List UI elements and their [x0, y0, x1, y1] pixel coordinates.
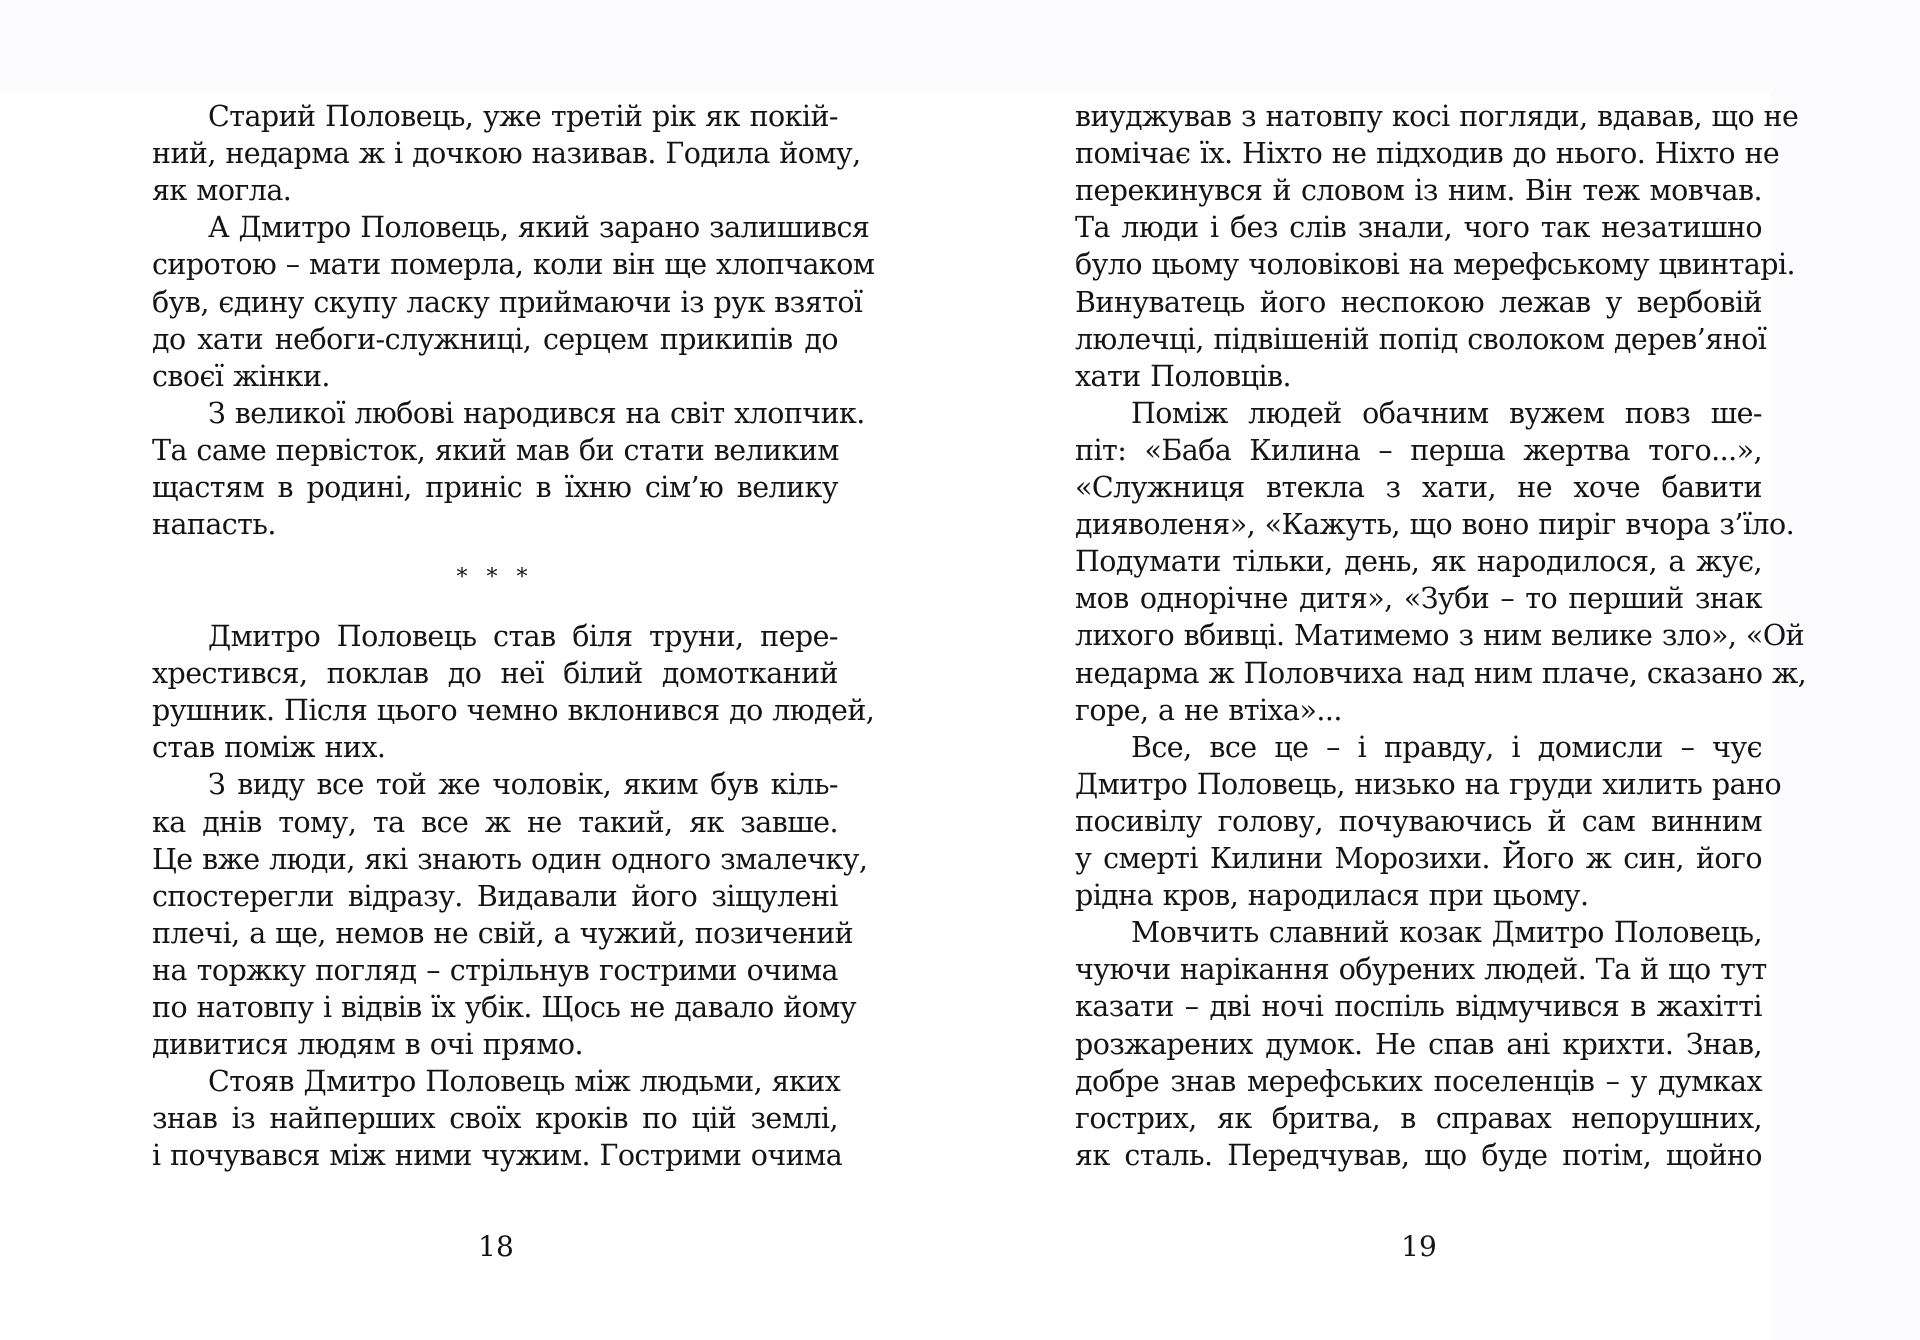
section-separator: * * * — [456, 565, 534, 590]
text-line: спостерегли відразу. Видавали його зіщулені — [152, 880, 838, 913]
text-line: Поміж людей обачним вужем повз ше- — [1131, 397, 1762, 430]
text-line: був, єдину скупу ласку приймаючи із рук взятої — [152, 286, 863, 319]
text-line: казати – дві ночі поспіль відмучився в жахітті — [1075, 990, 1762, 1023]
text-line: З виду все той же чоловік, яким був кіль- — [208, 768, 838, 801]
text-line: сиротою – мати померла, коли він ще хлопчаком — [152, 248, 875, 281]
text-line: перекинувся й словом із ним. Він теж мовчав. — [1075, 174, 1762, 207]
text-line: помічає їх. Ніхто не підходив до нього. Ніхто не — [1075, 137, 1780, 170]
text-line: «Служниця втекла з хати, не хоче бавити — [1075, 471, 1762, 504]
text-line: Старий Половець, уже третій рік як покій- — [208, 100, 838, 133]
text-line: дивитися людям в очі прямо. — [152, 1028, 584, 1061]
text-line: посивілу голову, почуваючись й сам винним — [1075, 805, 1762, 838]
text-line: знав із найперших своїх кроків по цій землі, — [152, 1102, 838, 1135]
text-line: розжарених думок. Не спав ані крихти. Знав, — [1075, 1028, 1762, 1061]
text-line: Це вже люди, які знають один одного змалечку, — [152, 843, 868, 876]
text-line: як сталь. Передчував, що буде потім, щойно — [1075, 1139, 1762, 1172]
text-line: Дмитро Половець став біля труни, пере- — [208, 620, 838, 653]
text-line: Подумати тільки, день, як народилося, а жує, — [1075, 545, 1762, 578]
text-line: плечі, а ще, немов не свій, а чужий, позичений — [152, 917, 854, 950]
text-line: у смерті Килини Морозихи. Його ж син, його — [1075, 842, 1762, 875]
text-line: піт: «Баба Килина – перша жертва того...», — [1075, 434, 1762, 467]
text-line: ка днів тому, та все ж не такий, як завше. — [152, 806, 838, 839]
text-line: З великої любові народився на світ хлопчик. — [208, 397, 865, 430]
text-line: лихого вбивці. Матимемо з ним велике зло», «Ой — [1075, 619, 1805, 652]
text-line: виуджував з натовпу косі погляди, вдавав, що не — [1075, 100, 1799, 133]
text-line: Та саме первісток, який мав би стати великим — [152, 434, 839, 467]
text-line: хати Половців. — [1075, 360, 1292, 393]
text-line: недарма ж Половчиха над ним плаче, сказано ж, — [1075, 657, 1807, 690]
text-line: Все, все це – і правду, і домисли – чує — [1131, 731, 1762, 764]
text-line: до хати небоги-служниці, серцем прикипів до — [152, 323, 838, 356]
text-line: добре знав мерефських поселенців – у думках — [1075, 1065, 1762, 1098]
text-line: рідна кров, народилася при цьому. — [1075, 879, 1589, 912]
text-line: став поміж них. — [152, 731, 386, 764]
text-line: А Дмитро Половець, який зарано залишився — [208, 211, 870, 244]
text-line: люлечці, підвішеній попід сволоком дерев’яної — [1075, 323, 1767, 356]
page-number-right: 19 — [1401, 1230, 1437, 1263]
text-line: Та люди і без слів знали, чого так незатишно — [1075, 211, 1762, 244]
text-line: було цьому чоловікові на мерефському цвинтарі. — [1075, 248, 1796, 281]
text-line: на торжку погляд – стрільнув гострими очима — [152, 954, 838, 987]
page-number-left: 18 — [478, 1230, 514, 1263]
text-line: ний, недарма ж і дочкою називав. Годила йому, — [152, 137, 861, 170]
text-line: Винуватець його неспокою лежав у вербовій — [1075, 286, 1762, 319]
text-line: гострих, як бритва, в справах непорушних, — [1075, 1102, 1762, 1135]
page-19 — [960, 0, 1920, 1340]
text-line: хрестився, поклав до неї білий домотканий — [152, 657, 838, 690]
text-line: як могла. — [152, 174, 292, 207]
text-line: по натовпу і відвів їх убік. Щось не давало йому — [152, 991, 857, 1024]
text-line: дияволеня», «Кажуть, що воно пиріг вчора з’їло. — [1075, 508, 1795, 541]
text-line: Мовчить славний козак Дмитро Половець, — [1131, 916, 1762, 949]
text-line: напасть. — [152, 508, 276, 541]
text-line: чуючи нарікання обурених людей. Та й що тут — [1075, 953, 1767, 986]
text-line: і почувався між ними чужим. Гострими очима — [152, 1139, 843, 1172]
text-line: мов однорічне дитя», «Зуби – то перший знак — [1075, 582, 1762, 615]
text-line: щастям в родині, приніс в їхню сім’ю велику — [152, 471, 838, 504]
text-line: Стояв Дмитро Половець між людьми, яких — [208, 1065, 841, 1098]
text-line: горе, а не втіха»... — [1075, 694, 1342, 727]
text-line: Дмитро Половець, низько на груди хилить рано — [1075, 768, 1782, 801]
text-line: своєї жінки. — [152, 360, 330, 393]
text-line: рушник. Після цього чемно вклонився до людей, — [152, 694, 875, 727]
